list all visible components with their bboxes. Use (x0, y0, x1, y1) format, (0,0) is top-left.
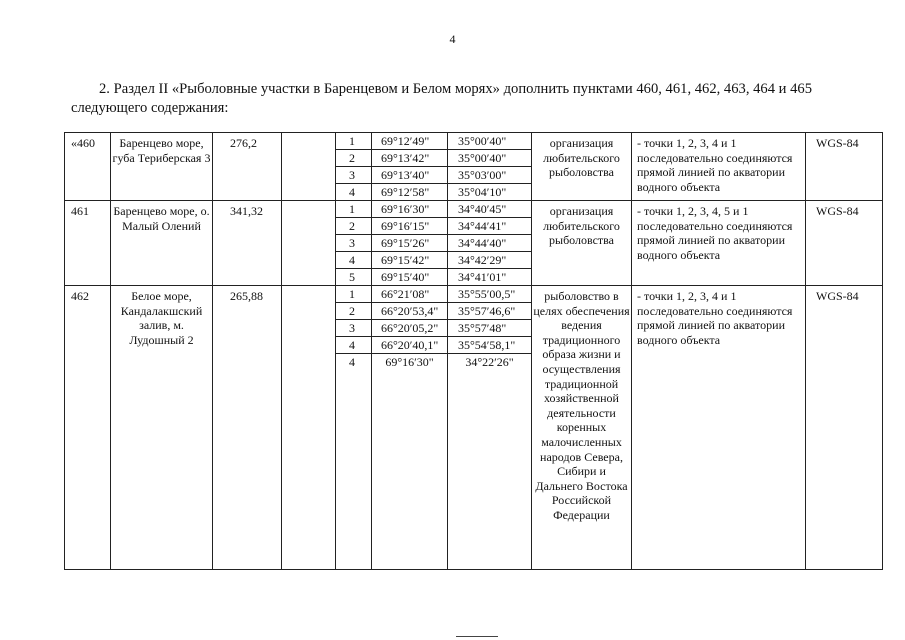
point-number: 3 (336, 167, 372, 184)
point-latitude: 69°16′30" (372, 201, 448, 218)
point-longitude: 35°04′10" (448, 184, 532, 201)
point-number: 3 (336, 320, 372, 337)
area-name: Баренцево море, губа Териберская 3 (111, 133, 213, 201)
intro-line-1: 2. Раздел II «Рыболовные участки в Баренцевом и Белом морях» дополнить пунктами 460, 461, 462, 463, 464 и 465 (99, 81, 813, 97)
point-longitude: 35°00′40" (448, 150, 532, 167)
point-latitude: 66°20′40,1" (372, 337, 448, 354)
table-row-462 (65, 286, 883, 570)
empty-cell (282, 286, 336, 570)
point-number: 1 (336, 133, 372, 150)
row-number: «460 (65, 133, 111, 201)
point-latitude: 69°16′30" (372, 354, 448, 371)
empty-cell (372, 370, 448, 570)
intro-line-2: следующего содержания: (71, 100, 229, 116)
point-latitude: 69°16′15" (372, 218, 448, 235)
point-longitude: 35°00′40" (448, 133, 532, 150)
empty-cell (336, 370, 372, 570)
point-number: 2 (336, 218, 372, 235)
boundary-description: - точки 1, 2, 3, 4, 5 и 1 последовательно соединяются прямой линией по акватории водного объекта (632, 201, 806, 286)
row-number: 461 (65, 201, 111, 286)
empty-cell (448, 370, 532, 570)
coordinate-system: WGS-84 (806, 133, 883, 201)
point-longitude: 34°42′29" (448, 252, 532, 269)
area-name: Баренцево море, о. Малый Олений (111, 201, 213, 286)
point-longitude: 35°54′58,1" (448, 337, 532, 354)
area-size: 265,88 (213, 286, 282, 570)
area-size: 341,32 (213, 201, 282, 286)
area-purpose: рыболовство в целях обеспечения ведения традиционного образа жизни и осуществления традиционной хозяйственной деятельности коренных малочисленных народов Севера, Сибири и Дальнего Востока Российской Федерации (532, 286, 632, 570)
point-latitude: 66°20′05,2" (372, 320, 448, 337)
area-size: 276,2 (213, 133, 282, 201)
point-number: 4 (336, 184, 372, 201)
page-number: 4 (449, 32, 456, 46)
boundary-description: - точки 1, 2, 3, 4 и 1 последовательно соединяются прямой линией по акватории водного объекта (632, 286, 806, 570)
table-row-460 (65, 133, 883, 201)
point-latitude: 66°21′08" (372, 286, 448, 303)
empty-cell (282, 133, 336, 201)
point-latitude: 69°12′49" (372, 133, 448, 150)
point-number: 1 (336, 201, 372, 218)
coordinate-system: WGS-84 (806, 286, 883, 570)
page-footer-mark (456, 636, 498, 639)
point-longitude: 35°57′46,6" (448, 303, 532, 320)
point-number: 2 (336, 150, 372, 167)
point-latitude: 69°12′58" (372, 184, 448, 201)
area-purpose: организация любительского рыболовства (532, 201, 632, 286)
point-number: 4 (336, 252, 372, 269)
point-latitude: 69°13′42" (372, 150, 448, 167)
table-row-461 (65, 201, 883, 286)
intro-paragraph (71, 80, 871, 118)
point-longitude: 34°44′40" (448, 235, 532, 252)
point-latitude: 69°15′40" (372, 269, 448, 286)
point-longitude: 35°57′48" (448, 320, 532, 337)
point-number: 4 (336, 354, 372, 371)
boundary-description: - точки 1, 2, 3, 4 и 1 последовательно соединяются прямой линией по акватории водного объекта (632, 133, 806, 201)
point-longitude: 34°22′26" (448, 354, 532, 371)
area-purpose: организация любительского рыболовства (532, 133, 632, 201)
point-number: 3 (336, 235, 372, 252)
point-latitude: 69°13′40" (372, 167, 448, 184)
point-latitude: 69°15′26" (372, 235, 448, 252)
fishing-areas-table (64, 132, 883, 570)
point-number: 2 (336, 303, 372, 320)
point-longitude: 34°41′01" (448, 269, 532, 286)
point-number: 5 (336, 269, 372, 286)
point-number: 1 (336, 286, 372, 303)
area-name: Белое море, Кандалакшский залив, м. Лудошный 2 (111, 286, 213, 570)
point-number: 4 (336, 337, 372, 354)
point-latitude: 69°15′42" (372, 252, 448, 269)
row-number: 462 (65, 286, 111, 570)
empty-cell (282, 201, 336, 286)
point-longitude: 35°03′00" (448, 167, 532, 184)
coordinate-system: WGS-84 (806, 201, 883, 286)
point-longitude: 34°40′45" (448, 201, 532, 218)
point-latitude: 66°20′53,4" (372, 303, 448, 320)
point-longitude: 34°44′41" (448, 218, 532, 235)
point-longitude: 35°55′00,5" (448, 286, 532, 303)
